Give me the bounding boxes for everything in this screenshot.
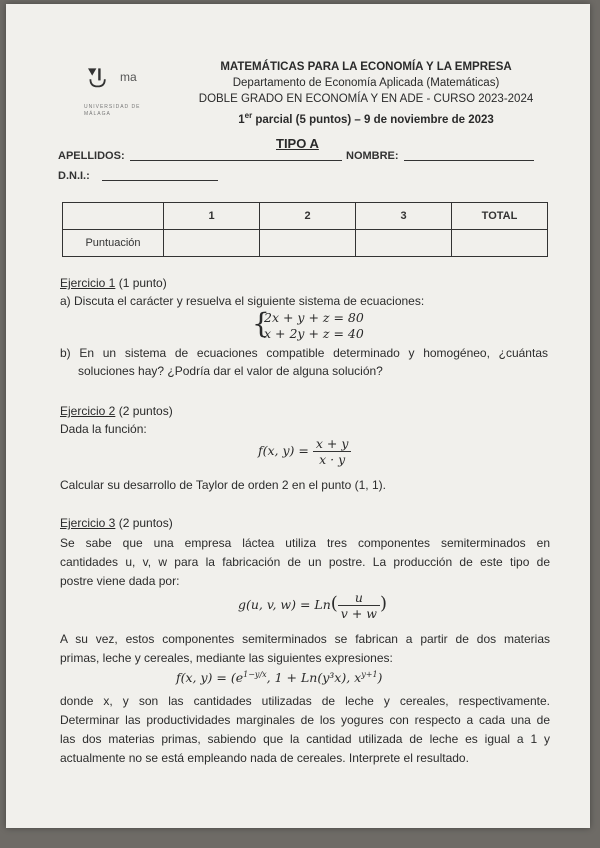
score-header-1: 1 — [164, 203, 260, 230]
ej1-eq2: x + 2y + z = 40 — [264, 326, 364, 341]
ej1-eq1: 2x + y + z = 80 — [264, 310, 364, 325]
score-header-2: 2 — [260, 203, 356, 230]
ej2-task: Calcular su desarrollo de Taylor de orden 2 en el punto (1, 1). — [60, 478, 386, 492]
score-table — [62, 202, 548, 257]
exam-type: TIPO A — [276, 136, 319, 151]
ej3-p3-line2: Determinar las productividades marginales de los yogures con respecto a cada una de — [60, 713, 550, 727]
score-cell-2[interactable] — [260, 230, 356, 257]
ej3-p1-line1: Se sabe que una empresa láctea utiliza tres componentes semiterminados en — [60, 536, 550, 550]
degree: DOBLE GRADO EN ECONOMÍA Y EN ADE - CURSO 2023-2024 — [198, 93, 534, 105]
ej3-p3-line4: actualmente no se está empleando nada de cereales. Interprete el resultado. — [60, 751, 469, 765]
ej2-heading: Ejercicio 2 (2 puntos) — [60, 404, 173, 418]
ej3-p2-line1: A su vez, estos componentes semiterminados se fabrican a partir de dos materias — [60, 632, 550, 646]
department: Departamento de Economía Aplicada (Matemáticas) — [232, 77, 500, 89]
ej3-p3-line3: las dos materias primas, sabiendo que la cantidad utilizada de leche es igual a 1 y — [60, 732, 550, 746]
logo-text: ma — [120, 70, 137, 84]
ej1-part-a: a) Discuta el carácter y resuelva el siguiente sistema de ecuaciones: — [60, 294, 425, 308]
ej3-p2-line2: primas, leche y cereales, mediante las siguientes expresiones: — [60, 651, 393, 665]
ej2-intro: Dada la función: — [60, 422, 147, 436]
score-cell-total[interactable] — [452, 230, 548, 257]
score-header-3: 3 — [356, 203, 452, 230]
ej3-p3-line1: donde x, y son las cantidades utilizadas de leche y cereales, respectivamente. — [60, 694, 550, 708]
score-header-total: TOTAL — [452, 203, 548, 230]
exam-sheet: ma UNIVERSIDAD DE MÁLAGA MATEMÁTICAS PARA LA ECONOMÍA Y LA EMPRESA Departamento de Economía Aplicada (Matemáticas) DOBLE GRADO EN ECONOMÍA Y EN ADE - CURSO 2023-2024 1er parcial (5 puntos) – 9 de noviembre de 2023 TIPO A APELLIDOS: NOMBRE: D.N.I.: 1 2 3 TOTAL Puntuación Ejercicio 1 (1 punto) a) Discuta el carácter y resuelva el siguiente sistema de ecuaciones: { 2x + y + z = 80 x + 2y + z = 40 b) En un sistema de ecuaciones compatible determinado y homogéneo, ¿cuántas soluciones hay? ¿Podría dar el valor de alguna solución? Ejercicio 2 (2 puntos) Dada la función: f(x, y) = $\frac{x + y}{x \cdot y}$ Calcular su desarrollo de Taylor de orden 2 en el punto (1, 1). Ejercicio 3 (2 puntos) Se sabe que una empresa láctea utiliza tres componentes semiterminados en cantidades u, v, w para la fabricación de un postre. La producción de este tipo de postre viene dada por: g(u, v, w) = Ln( $\frac{u}{v + w}$ ) A su vez, estos componentes semiterminados se fabrican a partir de dos materias primas, leche y cereales, mediante las siguientes expresiones: f(x, $y) = (e^{1-y/x}$, 1 + Ln(y³x), $x^{y+1}$) donde x, y son las cantidades utilizadas de leche y cereales, respectivamente. Determinar las productividades marginales de los yogures con respecto a cada una de las dos materias primas, sabiendo que la cantidad utilizada de leche es igual a 1 y actualmente no se está empleando nada de cereales. Interprete el resultado. — [6, 4, 590, 828]
score-cell-3[interactable] — [356, 230, 452, 257]
ej3-component-functions: f(x, $y) = (e^{1-y/x}$, 1 + Ln(y³x), $x^{y+1}$) — [176, 670, 383, 686]
dni-field[interactable] — [102, 169, 218, 181]
nombre-label: NOMBRE: — [346, 150, 399, 162]
ej1-heading: Ejercicio 1 (1 punto) — [60, 276, 167, 290]
exam-title: MATEMÁTICAS PARA LA ECONOMÍA Y LA EMPRESA — [220, 61, 512, 73]
score-header-empty — [63, 203, 164, 230]
ej1-part-b-line1: b) En un sistema de ecuaciones compatible determinado y homogéneo, ¿cuántas — [60, 346, 548, 360]
exam-info: 1er parcial (5 puntos) – 9 de noviembre de 2023 — [238, 111, 494, 126]
dni-label: D.N.I.: — [58, 170, 90, 182]
nombre-field[interactable] — [404, 149, 534, 161]
ej3-heading: Ejercicio 3 (2 puntos) — [60, 516, 173, 530]
ej3-p1-line3: postre viene dada por: — [60, 574, 180, 588]
ej3-production-function: g(u, v, w) = Ln( $\frac{u}{v + w}$ ) — [238, 590, 387, 621]
ej3-p1-line2: cantidades u, v, w para la fabricación de un postre. La producción de este tipo de — [60, 555, 550, 569]
apellidos-label: APELLIDOS: — [58, 150, 125, 162]
logo-university-name: UNIVERSIDAD DE MÁLAGA — [84, 104, 141, 117]
ej1-part-b-line2: soluciones hay? ¿Podría dar el valor de alguna solución? — [78, 364, 383, 378]
score-row-label: Puntuación — [63, 230, 164, 257]
ej2-function: f(x, y) = $\frac{x + y}{x \cdot y}$ — [258, 436, 351, 467]
apellidos-field[interactable] — [130, 149, 342, 161]
score-cell-1[interactable] — [164, 230, 260, 257]
